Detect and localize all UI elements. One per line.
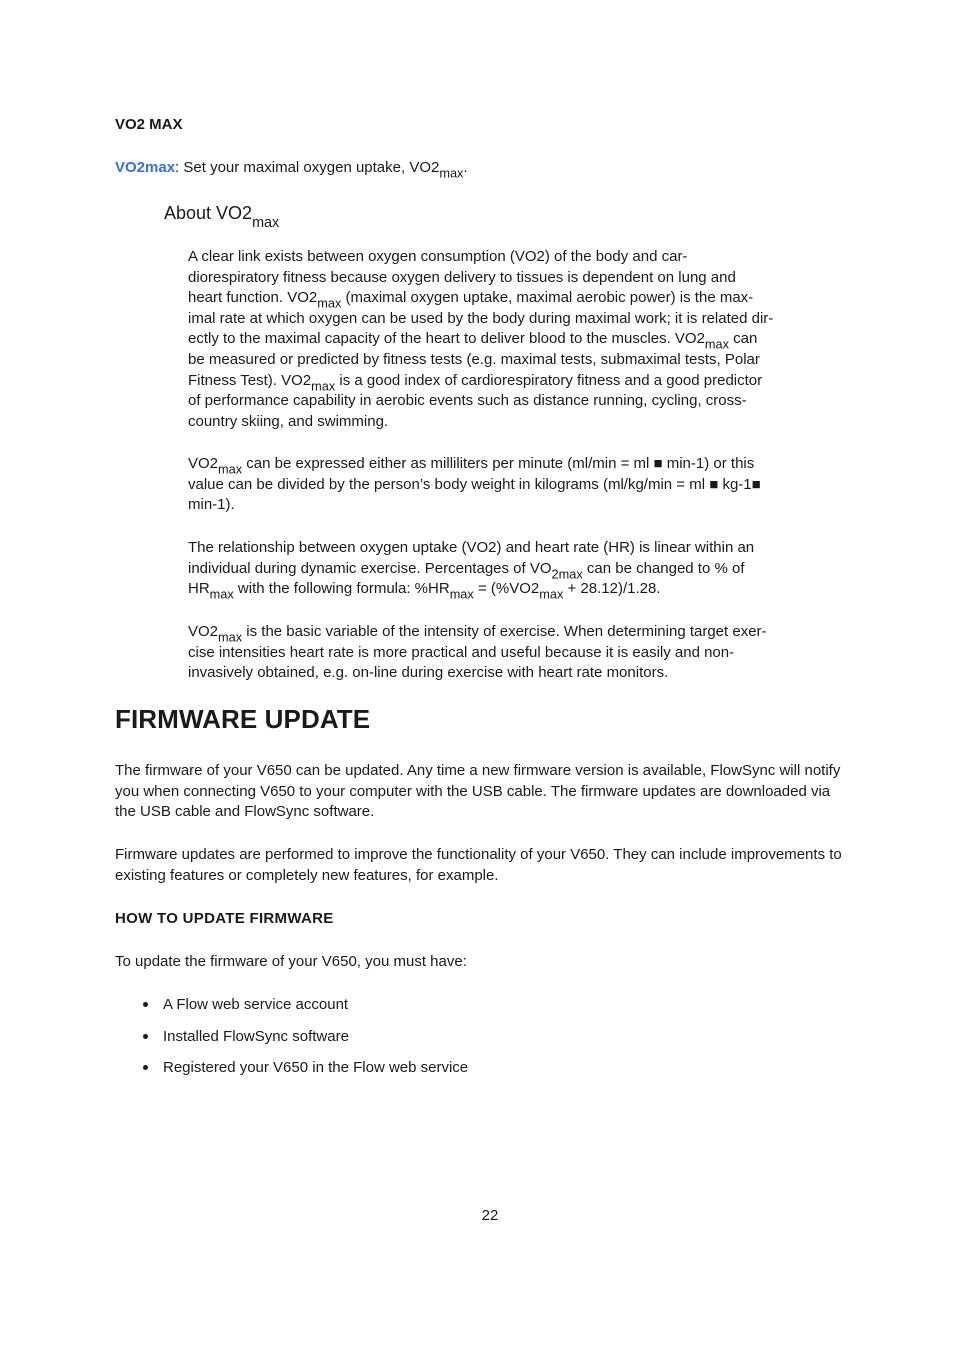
subscript: max [704,337,730,353]
text-line: you when connecting V650 to your computer with the USB cable. The firmware updates are downloaded via [115,782,831,800]
punctuation: . [463,159,468,176]
list-item [143,1058,468,1078]
text-span: can be expressed either as milliliters per minute (ml/min = ml ■ min-1) or this [242,455,755,472]
page-number: 22 [481,1207,499,1224]
vo2max-setting-line [115,158,468,181]
text-line [188,329,793,353]
text-span: is a good index of cardiorespiratory fitness and a good predictor [335,371,763,389]
text-line: diorespiratory fitness because oxygen delivery to tissues is dependent on lung and [188,268,736,286]
list-item [143,1027,349,1047]
text-line [188,622,793,643]
list-item-text: Installed FlowSync software [163,1028,349,1045]
firmware-paragraph-2 [115,845,875,886]
section-heading-firmware-update: FIRMWARE UPDATE [115,704,371,734]
text-span: can [729,330,758,348]
text-span: Fitness Test). VO2 [188,371,312,389]
text-line: A clear link exists between oxygen consumption (VO2) of the body and car- [188,248,688,265]
bullet-icon [143,1065,148,1070]
text-span: VO2 [188,455,219,472]
subscript: max [311,378,336,394]
text-span: can be changed to % of [582,559,745,577]
text-line: of performance capability in aerobic events such as distance running, cycling, cross- [188,392,747,410]
subscript: 2max [551,566,583,582]
text-line: imal rate at which oxygen can be used by the body during maximal work; it is related dir- [188,309,774,327]
list-item-text: A Flow web service account [163,996,349,1013]
vo2max-link-desc: : Set your maximal oxygen uptake, VO2 [175,159,440,176]
vo2max-link[interactable]: VO2max [115,159,176,176]
text-span: is the basic variable of the intensity of exercise. When determining target exer- [242,623,767,640]
subscript: max [317,295,342,311]
text-line [188,454,793,475]
text-span: ectly to the maximal capacity of the heart to deliver blood to the muscles. VO2 [188,330,705,348]
subscript: max [218,629,243,645]
text-span: (maximal oxygen uptake, maximal aerobic power) is the max- [341,289,754,307]
text-span: with the following formula: %HR [233,580,450,598]
text-span: heart function. VO2 [188,289,318,307]
list-item [143,995,348,1015]
text-span: = (%VO2 [473,580,540,598]
text-span: VO2 [188,623,219,640]
text-line: the USB cable and FlowSync software. [115,803,375,821]
text-line [188,371,793,392]
text-line: country skiing, and swimming. [188,412,389,430]
section-heading-vo2-max: VO2 MAX [115,116,183,133]
about-title-text: About VO2 [164,203,253,223]
list-item-text: Registered your V650 in the Flow web service [163,1059,469,1076]
about-paragraph-4 [188,622,793,684]
text-line [188,579,793,600]
text-line: value can be divided by the person’s body weight in kilograms (ml/kg/min = ml ■ kg-1■ [188,475,761,493]
subscript: max [539,586,564,602]
text-span: individual during dynamic exercise. Percentages of VO [188,559,552,577]
subscript: max [252,214,280,231]
bullet-icon [143,1002,148,1007]
bullet-icon [143,1034,148,1039]
requirements-intro: To update the firmware of your V650, you must have: [115,953,467,970]
text-span: HR [188,580,210,598]
about-paragraph-1 [188,247,793,432]
firmware-paragraph-1 [115,761,875,823]
subscript: max [218,461,243,477]
text-line: invasively obtained, e.g. on-line during exercise with heart rate monitors. [188,664,669,682]
subscript: max [439,165,464,181]
about-vo2max-title [164,202,280,231]
text-line [188,559,793,580]
text-line: cise intensities heart rate is more practical and useful because it is easily and non- [188,643,735,661]
text-span: + 28.12)/1.28. [563,580,661,598]
about-paragraph-3 [188,538,793,600]
text-line [188,288,793,309]
subscript: max [449,586,474,602]
text-line: The firmware of your V650 can be updated. Any time a new firmware version is available, FlowSync will notify [115,762,841,779]
about-paragraph-2 [188,454,793,516]
text-line: The relationship between oxygen uptake (VO2) and heart rate (HR) is linear within an [188,539,755,556]
subscript: max [209,586,234,602]
text-line: Firmware updates are performed to improve the functionality of your V650. They can include improvements to [115,846,842,863]
text-line: be measured or predicted by fitness tests (e.g. maximal tests, submaximal tests, Polar [188,350,760,368]
subheading-how-to-update: HOW TO UPDATE FIRMWARE [115,910,334,927]
text-line: existing features or completely new features, for example. [115,866,499,884]
text-line: min-1). [188,496,235,514]
